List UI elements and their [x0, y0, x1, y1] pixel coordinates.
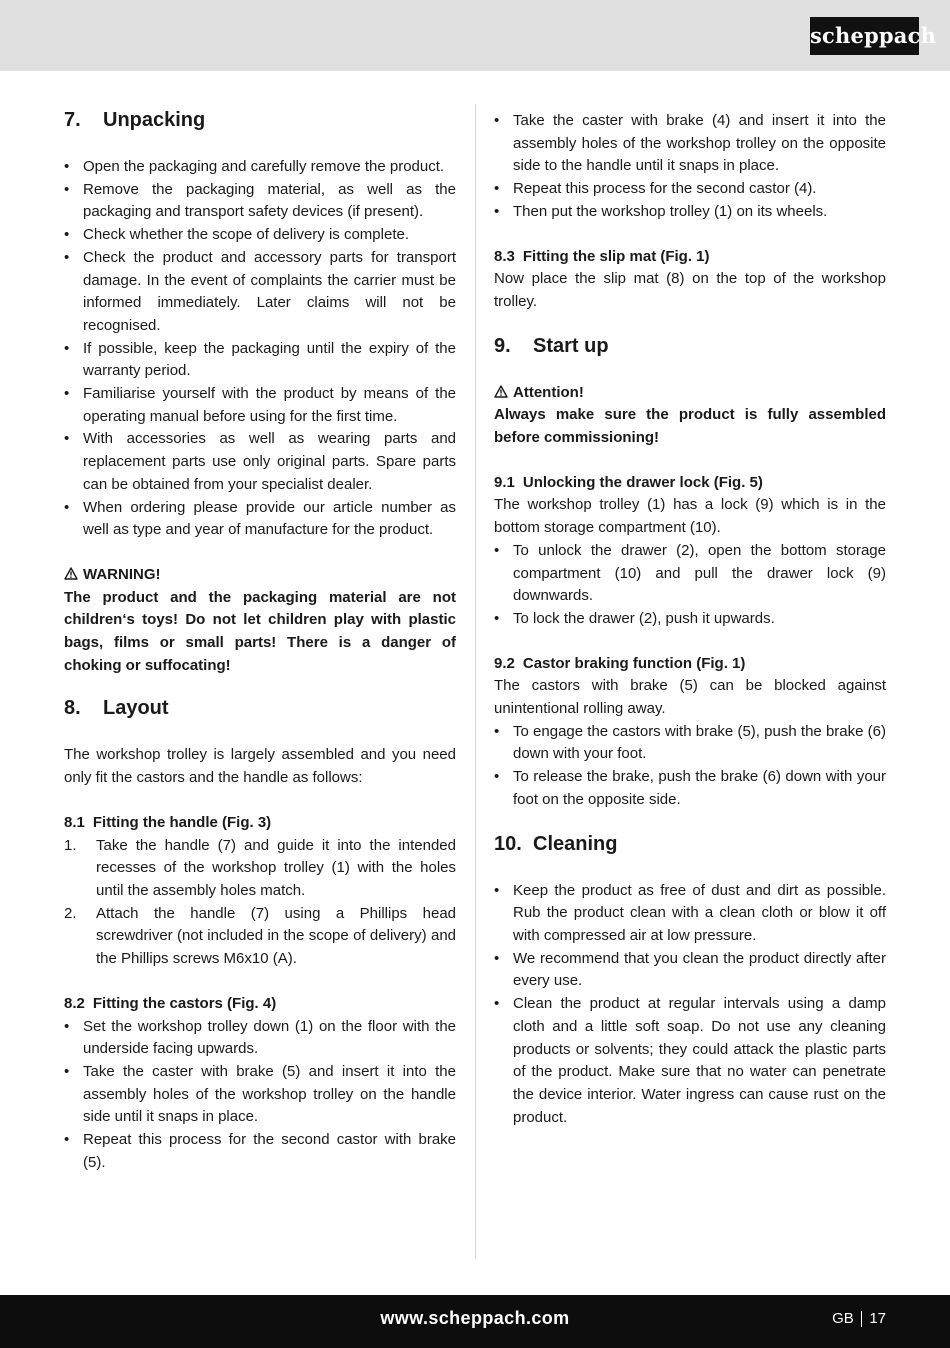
subsection-number: 8.1 — [64, 813, 85, 831]
page-indicator — [832, 1310, 886, 1327]
attention-heading — [494, 382, 886, 405]
list-item: • To unlock the drawer (2), open the bottom storage compartment (10) and pull the drawer lock (9) downwards. — [494, 540, 886, 608]
section-number: 7. — [64, 109, 81, 131]
section-number: 10. — [494, 832, 522, 855]
right-column — [494, 110, 886, 1129]
list-item: • To release the brake, push the brake (6) down with your foot on the opposite side. — [494, 766, 886, 811]
list-item: • Open the packaging and carefully remove the product. — [64, 156, 456, 179]
section-number: 8. — [64, 697, 81, 720]
language-code: GB — [832, 1310, 854, 1327]
list-item: • Then put the workshop trolley (1) on its wheels. — [494, 201, 886, 224]
braking-text: The castors with brake (5) can be blocked against unintentional rolling away. — [494, 677, 886, 718]
subsection-number: 8.3 — [494, 247, 515, 265]
subsection-title: Fitting the castors (Fig. 4) — [92, 994, 277, 1012]
drawer-list — [494, 540, 886, 631]
section-title: Unpacking — [103, 109, 206, 131]
list-item: • Clean the product at regular intervals using a damp cloth and a little soft soap. Do not use any cleaning products or solvents; they could attack the plastic parts of the product. Make sure that no water can penetrate the device interior. Water ingress can cause rust on the product. — [494, 993, 886, 1129]
page-number: 17 — [869, 1310, 886, 1327]
subsection-heading-handle — [64, 812, 456, 835]
section-title: Start up — [533, 334, 609, 357]
drawer-text: The workshop trolley (1) has a lock (9) which is in the bottom storage compartment (10). — [494, 496, 886, 537]
subsection-heading-drawer — [494, 472, 886, 495]
warning-heading — [64, 564, 456, 587]
castors-list — [64, 1016, 456, 1175]
list-item: • Check the product and accessory parts for transport damage. In the event of complaints the carrier must be informed immediately. Later claims will not be recognised. — [64, 247, 456, 338]
list-item: • If possible, keep the packaging until the expiry of the warranty period. — [64, 338, 456, 383]
scheppach-logo: scheppach — [810, 17, 919, 55]
section-heading-cleaning — [494, 830, 886, 859]
slip-mat-text: Now place the slip mat (8) on the top of the workshop trolley. — [494, 270, 886, 310]
subsection-title: Castor braking function (Fig. 1) — [522, 654, 746, 672]
list-item: • Keep the product as free of dust and dirt as possible. Rub the product clean with a clean cloth or blow it off with compressed air at low pressure. — [494, 880, 886, 948]
column-divider — [475, 104, 476, 1259]
list-item: • Take the caster with brake (5) and insert it into the assembly holes of the workshop trolley on the handle side until it snaps in place. — [64, 1061, 456, 1129]
left-column — [64, 106, 456, 1174]
list-item — [64, 903, 456, 971]
warning-icon — [64, 567, 78, 580]
subsection-number: 8.2 — [64, 994, 85, 1012]
list-item: • With accessories as well as wearing parts and replacement parts use only original parts. Spare parts can be obtained from your specialist dealer. — [64, 428, 456, 496]
subsection-title: Fitting the slip mat (Fig. 1) — [522, 247, 710, 265]
step-number: 1. — [64, 836, 77, 854]
attention-text: Always make sure the product is fully assembled before commissioning! — [494, 406, 886, 447]
list-item: • We recommend that you clean the product directly after every use. — [494, 948, 886, 993]
warning-icon — [494, 385, 508, 398]
subsection-title: Unlocking the drawer lock (Fig. 5) — [522, 473, 763, 491]
section-title: Layout — [103, 697, 169, 720]
list-item: • Remove the packaging material, as well as the packaging and transport safety devices (if present). — [64, 179, 456, 224]
page-footer — [0, 1295, 950, 1348]
step-number: 2. — [64, 904, 77, 922]
list-item: • Take the caster with brake (4) and insert it into the assembly holes of the workshop trolley on the opposite side to the handle until it snaps in place. — [494, 110, 886, 178]
subsection-number: 9.2 — [494, 654, 515, 672]
warning-text: The product and the packaging material are not children‘s toys! Do not let children play with plastic bags, films or small parts! There is a danger of choking or suffocating! — [64, 588, 456, 674]
list-item — [64, 835, 456, 903]
list-item: • Familiarise yourself with the product by means of the operating manual before using for the first time. — [64, 383, 456, 428]
website-url: www.scheppach.com — [380, 1308, 570, 1328]
list-item: • Repeat this process for the second castor (4). — [494, 178, 886, 201]
list-item: • Set the workshop trolley down (1) on the floor with the underside facing upwards. — [64, 1016, 456, 1061]
subsection-title: Fitting the handle (Fig. 3) — [92, 813, 272, 831]
warning-label: WARNING! — [83, 565, 161, 583]
subsection-heading-braking — [494, 653, 886, 676]
section-heading-unpacking — [64, 106, 456, 135]
section-heading-start-up — [494, 332, 886, 361]
section-heading-layout — [64, 694, 456, 723]
list-item: • Check whether the scope of delivery is complete. — [64, 224, 456, 247]
list-item: • When ordering please provide our article number as well as type and year of manufacture for the product. — [64, 497, 456, 542]
subsection-heading-slip-mat — [494, 246, 886, 269]
page-header — [0, 0, 950, 71]
layout-intro: The workshop trolley is largely assembled and you need only fit the castors and the handle as follows: — [64, 746, 456, 787]
list-item: • To lock the drawer (2), push it upwards. — [494, 608, 886, 631]
section-title: Cleaning — [533, 832, 618, 855]
unpacking-list — [64, 156, 456, 542]
castors-list-continued — [494, 110, 886, 224]
step-text: Take the handle (7) and guide it into the intended recesses of the workshop trolley (1) with the holes until the assembly holes match. — [96, 836, 456, 899]
braking-list — [494, 721, 886, 812]
section-number: 9. — [494, 334, 511, 357]
page-separator — [861, 1311, 863, 1327]
step-text: Attach the handle (7) using a Phillips head screwdriver (not included in the scope of delivery) and the Phillips screws M6x10 (A). — [96, 904, 456, 968]
subsection-heading-castors — [64, 993, 456, 1016]
attention-label: Attention! — [513, 383, 584, 401]
handle-steps — [64, 835, 456, 971]
list-item: • To engage the castors with brake (5), push the brake (6) down with your foot. — [494, 721, 886, 766]
cleaning-list — [494, 880, 886, 1130]
list-item: • Repeat this process for the second castor with brake (5). — [64, 1129, 456, 1174]
subsection-number: 9.1 — [494, 473, 515, 491]
